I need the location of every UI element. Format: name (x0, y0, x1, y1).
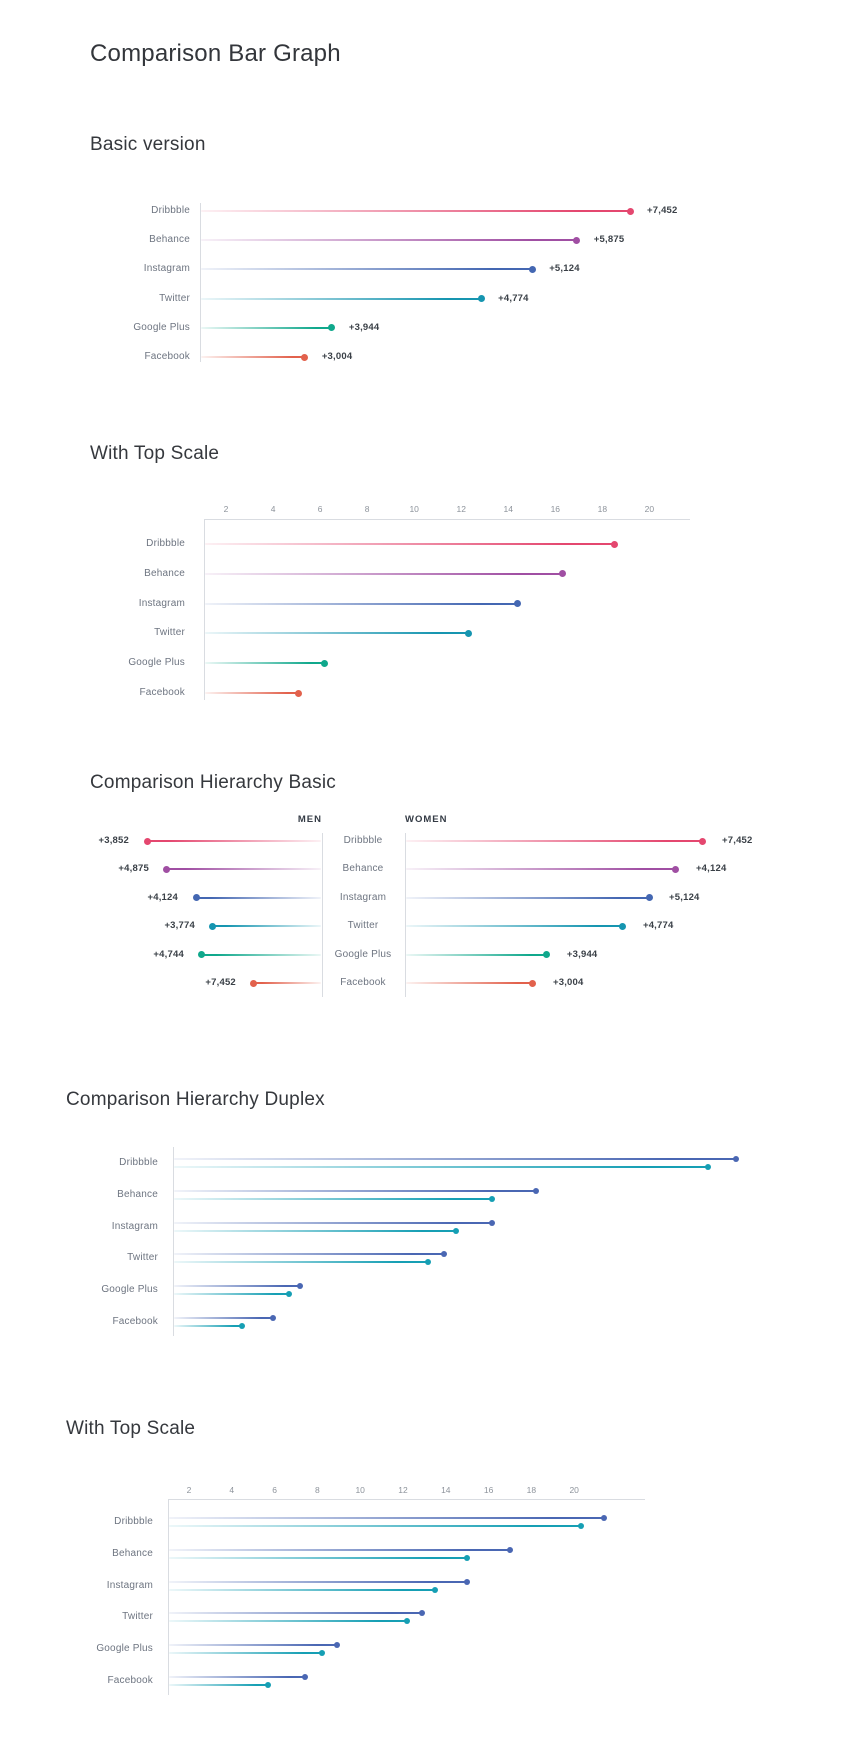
ts2-label-facebook: Facebook (107, 1675, 153, 1686)
ts2-secondary-line-dribbble (169, 1525, 581, 1527)
mirror-women-line-instagram (406, 897, 649, 899)
mirror-women-dot-google-plus (543, 951, 550, 958)
mirror-men-line-twitter (213, 925, 321, 927)
mirror-men-dot-facebook (250, 980, 257, 987)
basic-dot-instagram (529, 266, 536, 273)
basic-label-dribbble: Dribbble (151, 205, 190, 216)
basic-value-facebook: +3,004 (321, 351, 353, 362)
ts1-dot-instagram (514, 600, 521, 607)
ts1-dot-twitter (465, 630, 472, 637)
basic-label-twitter: Twitter (159, 292, 190, 304)
basic-dot-dribbble (627, 208, 634, 215)
basic-value-instagram: +5,124 (549, 263, 580, 275)
ts2-primary-line-dribbble (169, 1517, 604, 1519)
ts2-tick-2: 2 (186, 1485, 192, 1495)
ts1-tick-12: 12 (456, 504, 466, 514)
ts2-primary-dot-instagram (464, 1579, 470, 1585)
ts1-dot-google-plus (321, 660, 328, 667)
duplex-label-instagram: Instagram (111, 1220, 158, 1232)
mirror-women-y-axis (405, 833, 406, 997)
ts1-dot-facebook (295, 690, 302, 697)
basic-line-facebook (201, 356, 305, 358)
mirror-group-header-women: WOMEN (405, 814, 448, 825)
mirror-women-value-twitter: +4,774 (642, 920, 674, 932)
ts2-label-dribbble: Dribbble (114, 1516, 153, 1527)
ts1-tick-10: 10 (409, 504, 419, 514)
ts2-secondary-line-twitter (169, 1620, 407, 1622)
ts2-tick-12: 12 (398, 1485, 408, 1495)
section-heading-with-top-scale-1: With Top Scale (90, 443, 220, 464)
basic-dot-google-plus (328, 324, 335, 331)
section-heading-with-top-scale-2: With Top Scale (66, 1418, 196, 1439)
mirror-women-dot-behance (672, 866, 679, 873)
basic-value-twitter: +4,774 (498, 292, 529, 304)
duplex-secondary-dot-facebook (239, 1323, 245, 1329)
duplex-secondary-dot-instagram (453, 1228, 459, 1234)
ts1-tick-8: 8 (364, 504, 370, 514)
ts1-line-facebook (205, 692, 299, 694)
ts2-y-axis (168, 1499, 169, 1695)
ts1-line-instagram (205, 603, 518, 605)
ts1-label-twitter: Twitter (154, 627, 185, 639)
ts2-tick-16: 16 (483, 1485, 494, 1495)
ts2-tick-18: 18 (526, 1485, 537, 1495)
mirror-women-dot-twitter (619, 923, 626, 930)
ts2-tick-14: 14 (441, 1485, 451, 1495)
mirror-label-twitter: Twitter (347, 920, 379, 932)
ts1-label-dribbble: Dribbble (146, 538, 185, 549)
duplex-label-dribbble: Dribbble (119, 1157, 158, 1168)
duplex-label-twitter: Twitter (127, 1252, 158, 1264)
ts1-line-dribbble (205, 543, 614, 545)
mirror-women-value-facebook: +3,004 (552, 977, 584, 988)
mirror-women-line-dribbble (406, 840, 702, 842)
mirror-men-line-dribbble (147, 840, 321, 842)
mirror-label-behance: Behance (342, 863, 384, 875)
basic-line-google-plus (201, 327, 332, 329)
ts2-primary-dot-twitter (419, 1610, 425, 1616)
ts2-tick-8: 8 (315, 1485, 320, 1495)
mirror-women-line-google-plus (406, 954, 547, 956)
duplex-label-google-plus: Google Plus (101, 1284, 158, 1296)
ts2-secondary-dot-twitter (404, 1618, 410, 1624)
duplex-secondary-line-instagram (174, 1230, 456, 1232)
ts2-label-google-plus: Google Plus (96, 1643, 153, 1655)
duplex-primary-line-facebook (174, 1317, 273, 1319)
ts1-tick-20: 20 (644, 504, 655, 514)
mirror-group-header-men: MEN (297, 814, 322, 825)
ts2-primary-line-twitter (169, 1612, 422, 1614)
duplex-secondary-dot-behance (489, 1196, 495, 1202)
ts1-tick-16: 16 (550, 504, 561, 514)
section-heading-basic-version: Basic version (90, 134, 206, 155)
ts1-label-google-plus: Google Plus (128, 657, 185, 669)
page-title: Comparison Bar Graph (90, 40, 341, 67)
duplex-secondary-dot-google-plus (286, 1291, 292, 1297)
section-heading-comparison-hierarchy-duplex: Comparison Hierarchy Duplex (66, 1089, 325, 1110)
ts2-x-axis (168, 1499, 645, 1500)
ts2-secondary-line-google-plus (169, 1652, 322, 1654)
duplex-secondary-dot-dribbble (705, 1164, 711, 1170)
ts2-primary-dot-dribbble (601, 1515, 607, 1521)
basic-line-behance (201, 239, 577, 241)
duplex-secondary-line-twitter (174, 1261, 428, 1263)
ts2-primary-dot-facebook (302, 1674, 308, 1680)
ts2-label-twitter: Twitter (122, 1611, 153, 1623)
mirror-women-value-behance: +4,124 (695, 863, 727, 875)
ts1-line-google-plus (205, 662, 325, 664)
ts1-tick-6: 6 (317, 504, 323, 514)
mirror-men-line-google-plus (202, 954, 321, 956)
ts2-tick-4: 4 (229, 1485, 235, 1495)
ts1-label-instagram: Instagram (138, 597, 185, 609)
mirror-label-google-plus: Google Plus (334, 948, 392, 960)
duplex-primary-dot-instagram (489, 1220, 495, 1226)
ts2-label-instagram: Instagram (106, 1579, 153, 1591)
ts1-label-facebook: Facebook (139, 687, 185, 698)
mirror-label-dribbble: Dribbble (343, 835, 383, 846)
ts1-dot-behance (559, 570, 566, 577)
duplex-primary-line-google-plus (174, 1285, 300, 1287)
basic-value-google-plus: +3,944 (348, 321, 380, 333)
basic-y-axis (200, 203, 201, 362)
mirror-men-dot-twitter (209, 923, 216, 930)
ts1-label-behance: Behance (144, 567, 185, 579)
duplex-secondary-line-behance (174, 1198, 492, 1200)
mirror-men-line-instagram (196, 897, 321, 899)
mirror-men-value-twitter: +3,774 (164, 920, 195, 932)
mirror-label-facebook: Facebook (340, 977, 386, 988)
ts1-tick-4: 4 (270, 504, 276, 514)
ts2-secondary-line-facebook (169, 1684, 268, 1686)
ts1-tick-18: 18 (597, 504, 608, 514)
duplex-secondary-dot-twitter (425, 1259, 431, 1265)
mirror-men-dot-google-plus (198, 951, 205, 958)
mirror-men-y-axis (322, 833, 323, 997)
mirror-men-value-instagram: +4,124 (147, 891, 178, 903)
basic-dot-facebook (301, 354, 308, 361)
ts1-x-axis (204, 519, 690, 520)
mirror-women-dot-dribbble (699, 838, 706, 845)
mirror-women-dot-instagram (646, 894, 653, 901)
basic-dot-behance (573, 237, 580, 244)
mirror-men-value-google-plus: +4,744 (153, 948, 184, 960)
mirror-men-line-behance (167, 868, 321, 870)
duplex-y-axis (173, 1147, 174, 1336)
mirror-women-value-google-plus: +3,944 (566, 948, 598, 960)
ts2-tick-10: 10 (355, 1485, 365, 1495)
ts1-tick-2: 2 (223, 504, 229, 514)
basic-label-behance: Behance (149, 234, 190, 246)
duplex-primary-dot-behance (533, 1188, 539, 1194)
mirror-women-line-facebook (406, 982, 533, 984)
mirror-women-value-dribbble: +7,452 (722, 835, 753, 846)
basic-dot-twitter (478, 295, 485, 302)
section-heading-comparison-hierarchy-basic: Comparison Hierarchy Basic (90, 772, 336, 793)
mirror-women-line-behance (406, 868, 676, 870)
duplex-label-behance: Behance (117, 1188, 158, 1200)
ts1-y-axis (204, 519, 205, 700)
ts2-primary-line-behance (169, 1549, 510, 1551)
basic-line-dribbble (201, 210, 630, 212)
duplex-secondary-line-dribbble (174, 1166, 708, 1168)
ts2-primary-line-google-plus (169, 1644, 337, 1646)
ts1-dot-dribbble (611, 541, 618, 548)
duplex-primary-dot-dribbble (733, 1156, 739, 1162)
ts2-secondary-dot-google-plus (319, 1650, 325, 1656)
ts2-secondary-dot-behance (464, 1555, 470, 1561)
ts1-line-behance (205, 573, 562, 575)
mirror-women-value-instagram: +5,124 (669, 891, 700, 903)
mirror-men-value-behance: +4,875 (118, 863, 149, 875)
basic-label-google-plus: Google Plus (133, 321, 190, 333)
ts2-tick-20: 20 (569, 1485, 579, 1495)
mirror-women-dot-facebook (529, 980, 536, 987)
ts2-primary-dot-google-plus (334, 1642, 340, 1648)
duplex-primary-line-dribbble (174, 1158, 736, 1160)
mirror-men-value-dribbble: +3,852 (98, 835, 129, 846)
ts2-secondary-dot-facebook (265, 1682, 271, 1688)
mirror-men-value-facebook: +7,452 (205, 977, 236, 988)
basic-value-behance: +5,875 (593, 234, 625, 246)
mirror-men-line-facebook (254, 982, 321, 984)
duplex-secondary-line-facebook (174, 1325, 242, 1327)
basic-label-instagram: Instagram (143, 263, 190, 275)
ts2-secondary-line-behance (169, 1557, 467, 1559)
basic-line-twitter (201, 298, 481, 300)
mirror-label-instagram: Instagram (339, 891, 387, 903)
ts1-line-twitter (205, 632, 468, 634)
ts2-secondary-dot-dribbble (578, 1523, 584, 1529)
ts2-secondary-line-instagram (169, 1589, 435, 1591)
mirror-men-dot-dribbble (144, 838, 151, 845)
duplex-primary-line-behance (174, 1190, 536, 1192)
basic-value-dribbble: +7,452 (647, 205, 678, 216)
duplex-primary-dot-facebook (270, 1315, 276, 1321)
ts2-secondary-dot-instagram (432, 1587, 438, 1593)
ts2-primary-line-instagram (169, 1581, 467, 1583)
duplex-primary-line-instagram (174, 1222, 492, 1224)
ts2-primary-dot-behance (507, 1547, 513, 1553)
duplex-secondary-line-google-plus (174, 1293, 289, 1295)
mirror-men-dot-instagram (193, 894, 200, 901)
duplex-primary-dot-google-plus (297, 1283, 303, 1289)
duplex-primary-line-twitter (174, 1253, 444, 1255)
basic-line-instagram (201, 268, 532, 270)
ts1-tick-14: 14 (503, 504, 513, 514)
ts2-primary-line-facebook (169, 1676, 305, 1678)
ts2-tick-6: 6 (272, 1485, 277, 1495)
duplex-primary-dot-twitter (441, 1251, 447, 1257)
basic-label-facebook: Facebook (144, 351, 190, 362)
mirror-men-dot-behance (163, 866, 170, 873)
mirror-women-line-twitter (406, 925, 623, 927)
ts2-label-behance: Behance (112, 1547, 153, 1559)
duplex-label-facebook: Facebook (112, 1316, 158, 1327)
